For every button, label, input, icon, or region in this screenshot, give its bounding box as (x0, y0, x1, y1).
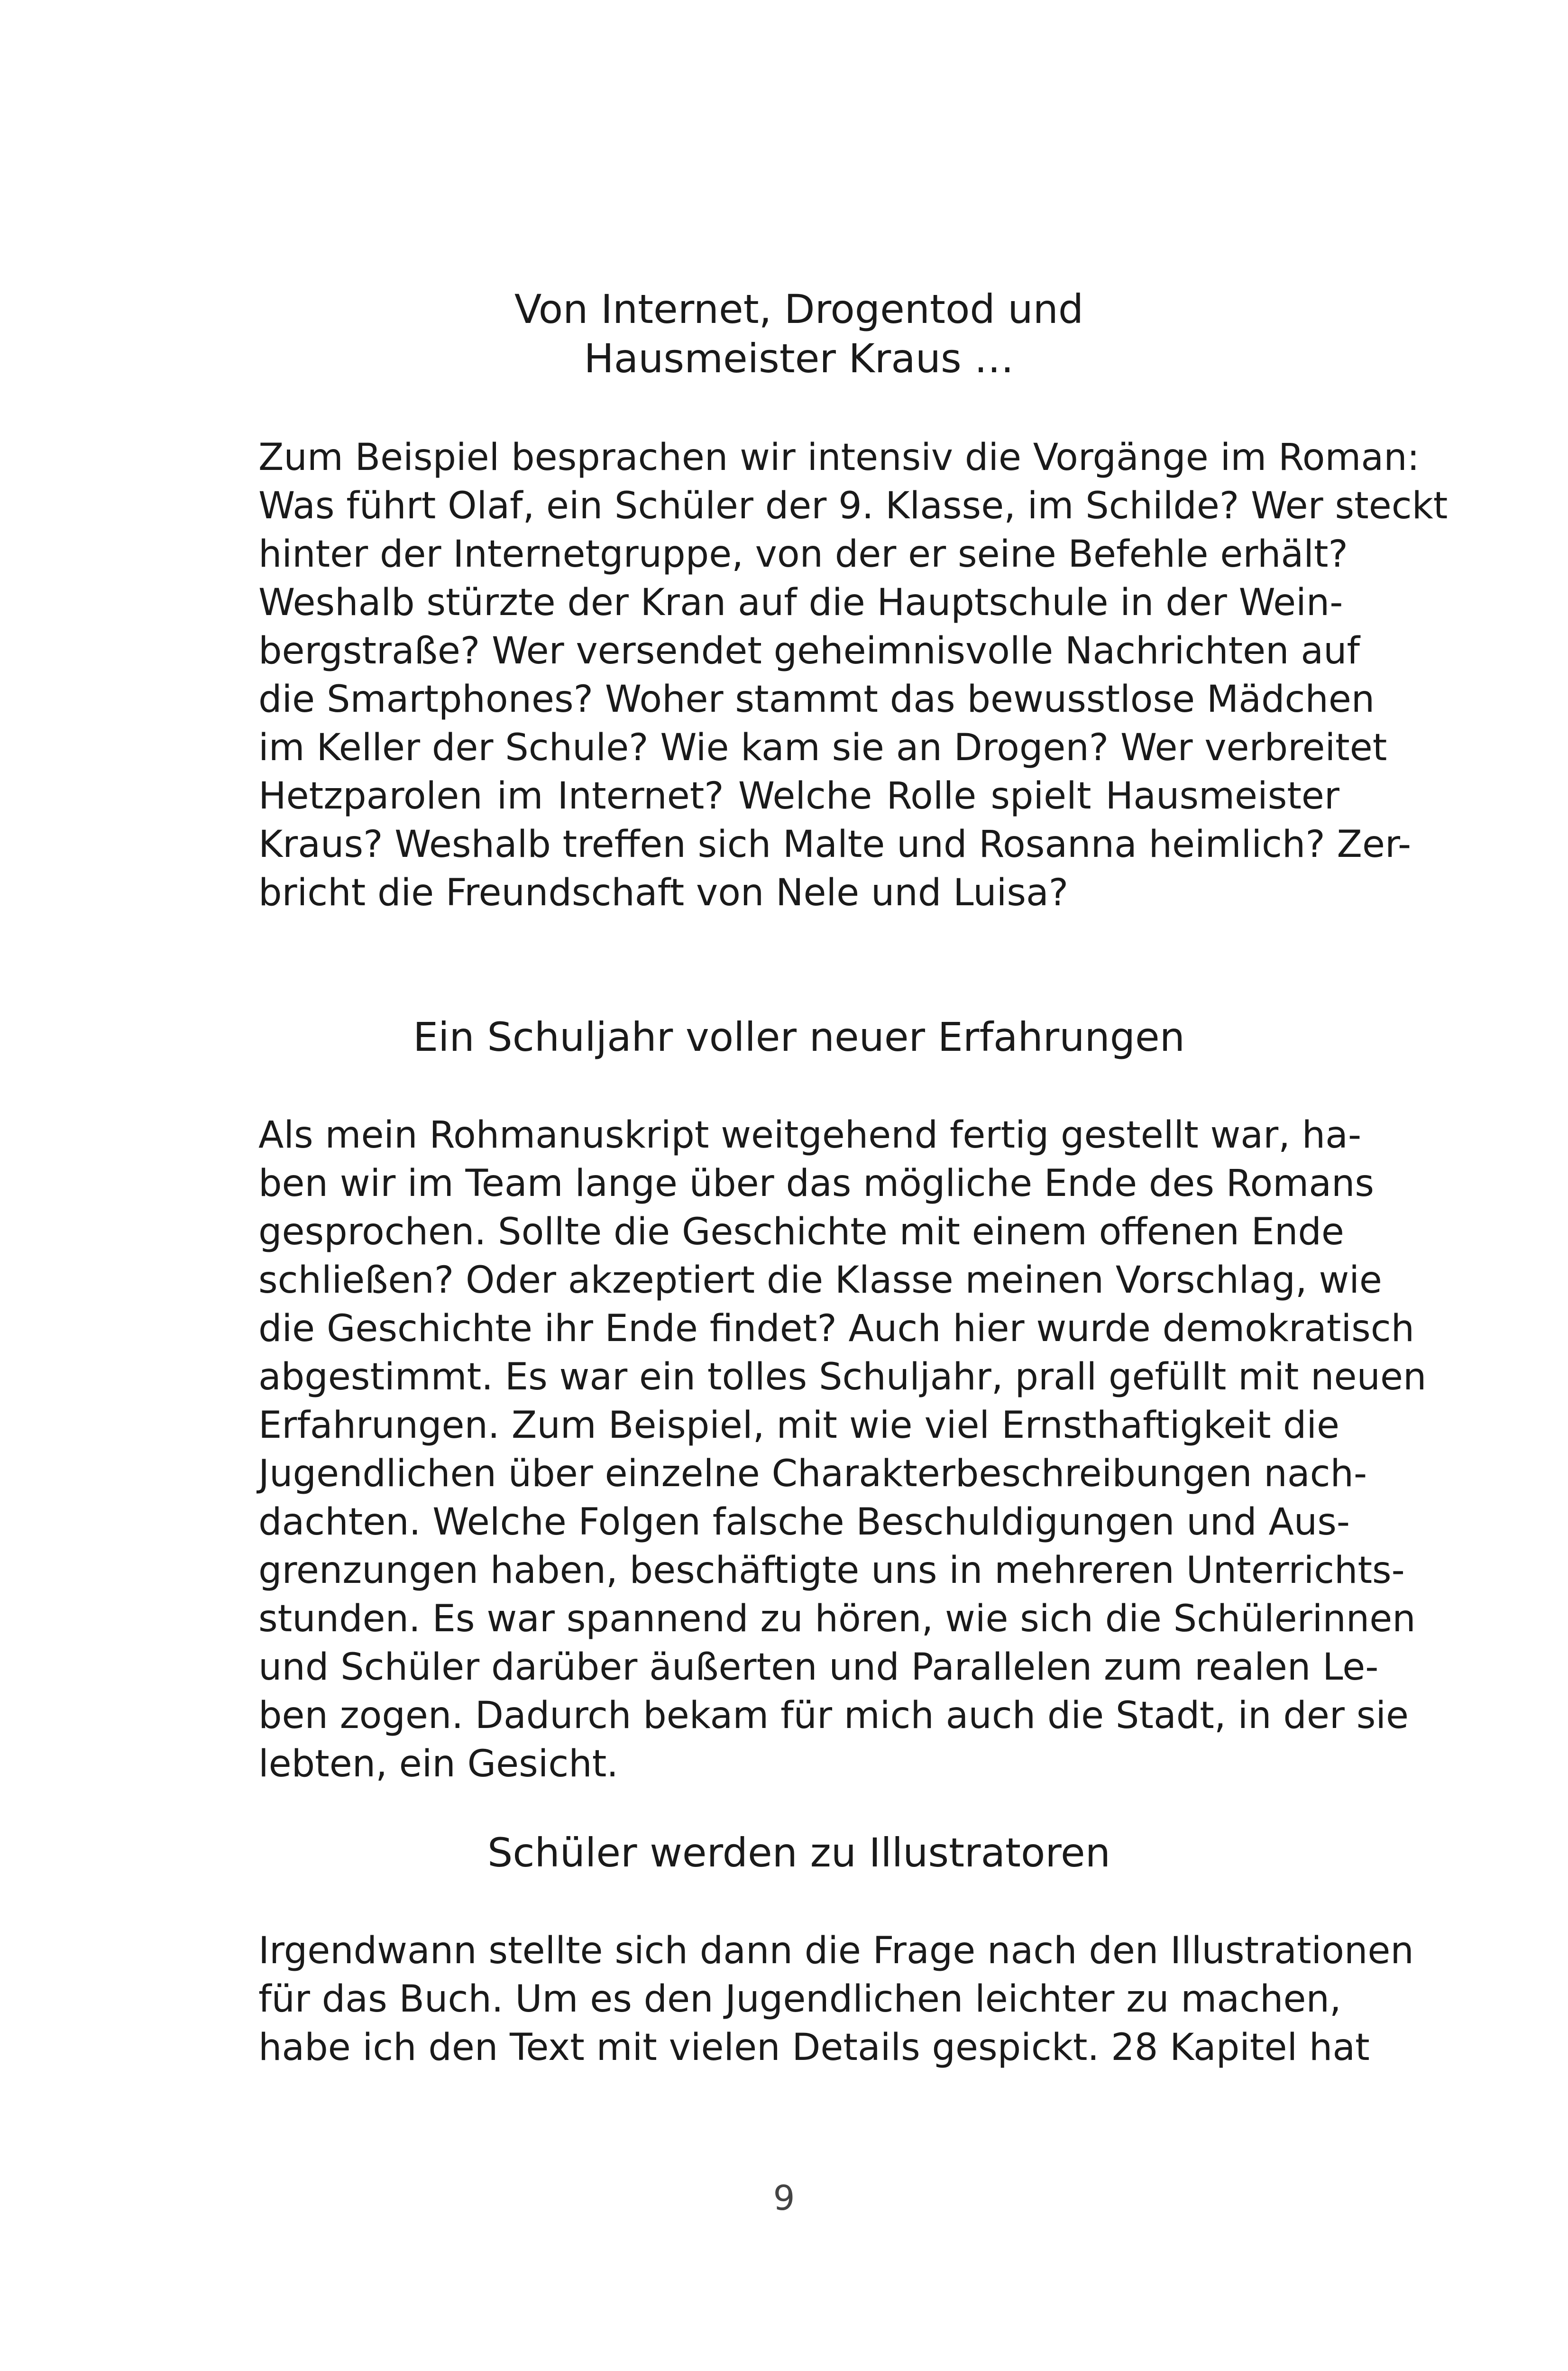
text-line: stunden. Es war spannend zu hören, wie sich die Schülerinnen (258, 1598, 1416, 1640)
text-line: im Keller der Schule? Wie kam sie an Drogen? Wer verbreitet (258, 726, 1387, 769)
text-line: Kraus? Weshalb treffen sich Malte und Rosanna heimlich? Zer- (258, 823, 1412, 866)
text-line: hinter der Internetgruppe, von der er seine Befehle erhält? (258, 533, 1348, 576)
paragraph-questions (258, 433, 1448, 917)
text-line: Als mein Rohmanuskript weitgehend fertig gestellt war, ha- (258, 1114, 1362, 1157)
text-line: Hetzparolen im Internet? Welche Rolle spielt Hausmeister (258, 775, 1339, 818)
text-line: die Geschichte ihr Ende findet? Auch hier wurde demokratisch (258, 1307, 1415, 1350)
text-line: habe ich den Text mit vielen Details gespickt. 28 Kapitel hat (258, 2026, 1370, 2069)
heading-line: Hausmeister Kraus … (584, 335, 1014, 382)
heading-line: Schüler werden zu Illustratoren (487, 1829, 1110, 1876)
text-line: bergstraße? Wer versendet geheimnisvolle Nachrichten auf (258, 630, 1360, 672)
text-line: ben wir im Team lange über das mögliche Ende des Romans (258, 1162, 1375, 1205)
paragraph-schuljahr (258, 1111, 1427, 1788)
text-line: lebten, ein Gesicht. (258, 1743, 619, 1785)
text-line: Jugendlichen über einzelne Charakterbeschreibungen nach- (258, 1452, 1367, 1495)
text-line: und Schüler darüber äußerten und Parallelen zum realen Le- (258, 1646, 1379, 1689)
heading-line: Ein Schuljahr voller neuer Erfahrungen (413, 1014, 1185, 1060)
text-line: schließen? Oder akzeptiert die Klasse meinen Vorschlag, wie (258, 1259, 1382, 1302)
text-line: gesprochen. Sollte die Geschichte mit einem offenen Ende (258, 1211, 1344, 1253)
section-heading-schuljahr (258, 1012, 1339, 1062)
text-line: die Smartphones? Woher stammt das bewusstlose Mädchen (258, 678, 1375, 721)
heading-line: Von Internet, Drogentod und (514, 286, 1084, 332)
text-line: abgestimmt. Es war ein tolles Schuljahr, prall gefüllt mit neuen (258, 1356, 1427, 1398)
text-line: für das Buch. Um es den Jugendlichen leichter zu machen, (258, 1978, 1341, 2021)
text-line: Weshalb stürzte der Kran auf die Hauptschule in der Wein- (258, 581, 1343, 624)
text-line: grenzungen haben, beschäftigte uns in mehreren Unterrichts- (258, 1549, 1405, 1592)
page-number: 9 (773, 2178, 795, 2218)
text-line: Irgendwann stellte sich dann die Frage nach den Illustrationen (258, 1930, 1414, 1972)
text-line: Was führt Olaf, ein Schüler der 9. Klasse, im Schilde? Wer steckt (258, 485, 1448, 527)
section-heading-internet (258, 285, 1339, 383)
paragraph-illustratoren (258, 1927, 1414, 2072)
text-line: Zum Beispiel besprachen wir intensiv die Vorgänge im Roman: (258, 436, 1420, 479)
text-line: dachten. Welche Folgen falsche Beschuldigungen und Aus- (258, 1501, 1350, 1544)
text-line: ben zogen. Dadurch bekam für mich auch die Stadt, in der sie (258, 1694, 1409, 1737)
section-heading-illustratoren (258, 1828, 1339, 1877)
text-line: Erfahrungen. Zum Beispiel, mit wie viel Ernsthaftigkeit die (258, 1404, 1339, 1447)
text-line: bricht die Freundschaft von Nele und Luisa? (258, 872, 1069, 914)
